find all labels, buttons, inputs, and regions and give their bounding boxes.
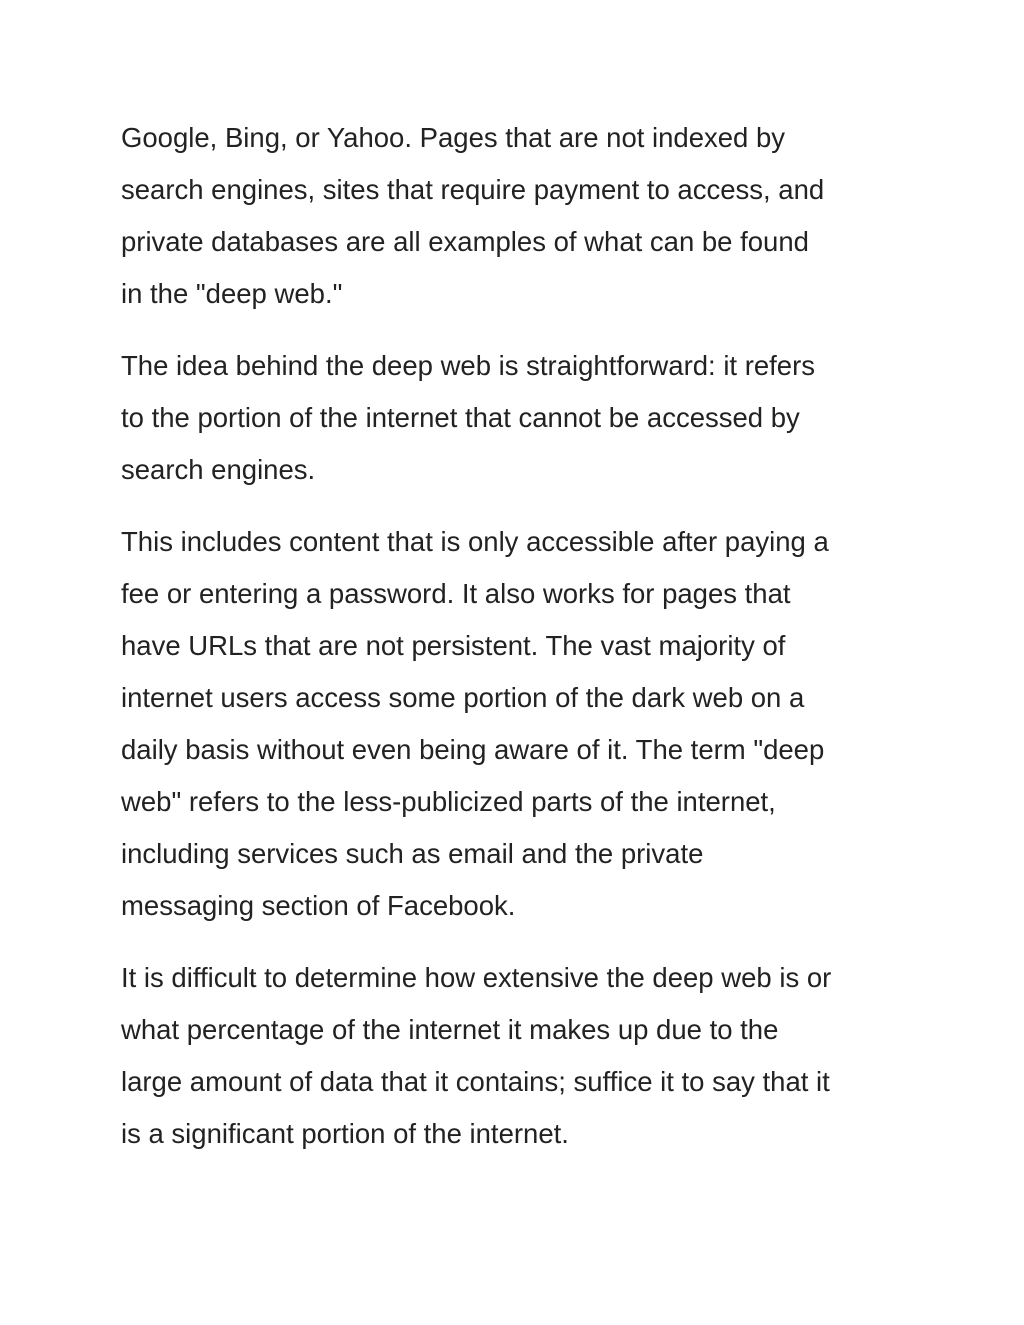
text-line: internet users access some portion of the dark web on a	[121, 682, 805, 713]
text-line: private databases are all examples of what can be found	[121, 226, 809, 257]
text-line: web" refers to the less-publicized parts of the internet,	[121, 786, 776, 817]
text-line: This includes content that is only accessible after paying a	[121, 526, 829, 557]
text-line: fee or entering a password. It also works for pages that	[121, 578, 791, 609]
text-line: search engines, sites that require payment to access, and	[121, 174, 825, 205]
text-line: messaging section of Facebook.	[121, 890, 516, 921]
text-line: what percentage of the internet it makes up due to the	[121, 1014, 779, 1045]
text-line: search engines.	[121, 454, 316, 485]
text-line: Google, Bing, or Yahoo. Pages that are not indexed by	[121, 122, 786, 153]
paragraph-3	[121, 516, 911, 932]
text-line: The idea behind the deep web is straightforward: it refers	[121, 350, 815, 381]
paragraph-2	[121, 340, 911, 496]
paragraph-1	[121, 112, 911, 320]
text-line: is a significant portion of the internet.	[121, 1118, 569, 1149]
text-line: have URLs that are not persistent. The vast majority of	[121, 630, 786, 661]
text-line: to the portion of the internet that cannot be accessed by	[121, 402, 800, 433]
text-line: including services such as email and the private	[121, 838, 704, 869]
paragraph-4	[121, 952, 911, 1160]
body-text	[121, 112, 911, 1180]
text-line: in the "deep web."	[121, 278, 343, 309]
text-line: It is difficult to determine how extensive the deep web is or	[121, 962, 832, 993]
text-line: large amount of data that it contains; suffice it to say that it	[121, 1066, 830, 1097]
text-line: daily basis without even being aware of it. The term "deep	[121, 734, 825, 765]
